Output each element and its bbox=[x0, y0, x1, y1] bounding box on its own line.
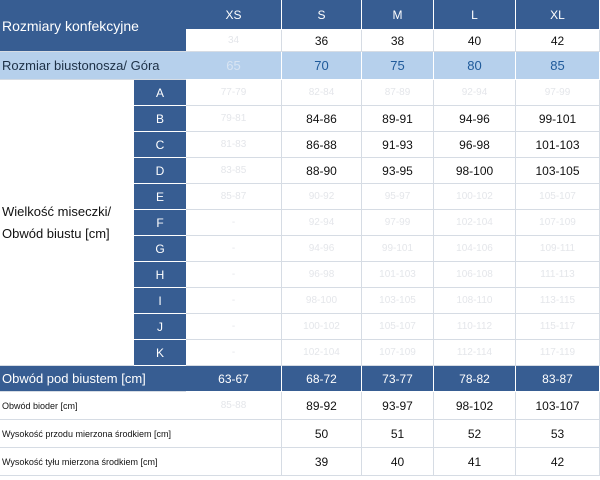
cup-d: D bbox=[134, 158, 186, 184]
bra-size-cell: 75 bbox=[362, 52, 434, 80]
bust-range-cell: 97-99 bbox=[516, 80, 600, 106]
cup-i: I bbox=[134, 288, 186, 314]
bust-range-cell: 92-94 bbox=[434, 80, 516, 106]
bust-range-cell: 107-109 bbox=[362, 340, 434, 366]
under-bust-cell: 83-87 bbox=[516, 366, 600, 392]
bra-size-cell: 65 bbox=[186, 52, 282, 80]
front-height-label: Wysokość przodu mierzona środkiem [cm] bbox=[0, 420, 186, 448]
bust-range-cell: 81-83 bbox=[186, 132, 282, 158]
bust-range-cell: - bbox=[186, 236, 282, 262]
cup-e: E bbox=[134, 184, 186, 210]
front-height-cell: 53 bbox=[516, 420, 600, 448]
bust-range-cell: 88-90 bbox=[282, 158, 362, 184]
bust-range-cell: 103-105 bbox=[362, 288, 434, 314]
bust-range-cell: 113-115 bbox=[516, 288, 600, 314]
size-header-l: L bbox=[434, 0, 516, 30]
bust-range-cell: 92-94 bbox=[282, 210, 362, 236]
bust-range-cell: 82-84 bbox=[282, 80, 362, 106]
bust-range-cell: 90-92 bbox=[282, 184, 362, 210]
hips-cell: 93-97 bbox=[362, 392, 434, 420]
cup-c: C bbox=[134, 132, 186, 158]
bust-range-cell: 102-104 bbox=[434, 210, 516, 236]
cup-b: B bbox=[134, 106, 186, 132]
bust-range-cell: 108-110 bbox=[434, 288, 516, 314]
back-height-cell: 42 bbox=[516, 448, 600, 476]
under-bust-label: Obwód pod biustem [cm] bbox=[0, 366, 186, 392]
cup-j: J bbox=[134, 314, 186, 340]
bust-range-cell: 107-109 bbox=[516, 210, 600, 236]
bust-range-cell: 99-101 bbox=[362, 236, 434, 262]
bust-range-cell: 100-102 bbox=[282, 314, 362, 340]
back-height-label: Wysokość tyłu mierzona środkiem [cm] bbox=[0, 448, 186, 476]
bra-size-cell: 85 bbox=[516, 52, 600, 80]
bust-range-cell: 86-88 bbox=[282, 132, 362, 158]
bust-range-cell: - bbox=[186, 288, 282, 314]
bust-range-cell: 77-79 bbox=[186, 80, 282, 106]
numeric-size-cell: 38 bbox=[362, 30, 434, 52]
bust-range-cell: 105-107 bbox=[516, 184, 600, 210]
bust-range-cell: 89-91 bbox=[362, 106, 434, 132]
hips-cell: 85-88 bbox=[186, 392, 282, 420]
bust-range-cell: 79-81 bbox=[186, 106, 282, 132]
bust-range-cell: 105-107 bbox=[362, 314, 434, 340]
bust-range-cell: 101-103 bbox=[516, 132, 600, 158]
bust-range-cell: 87-89 bbox=[362, 80, 434, 106]
size-header-xl: XL bbox=[516, 0, 600, 30]
bra-size-cell: 70 bbox=[282, 52, 362, 80]
under-bust-cell: 63-67 bbox=[186, 366, 282, 392]
bra-row-label: Rozmiar biustonosza/ Góra bbox=[0, 52, 186, 80]
bust-range-cell: 97-99 bbox=[362, 210, 434, 236]
header-title: Rozmiary konfekcyjne bbox=[0, 0, 186, 52]
under-bust-cell: 73-77 bbox=[362, 366, 434, 392]
bust-range-cell: 96-98 bbox=[434, 132, 516, 158]
numeric-size-cell: 40 bbox=[434, 30, 516, 52]
back-height-cell: 40 bbox=[362, 448, 434, 476]
size-header-m: M bbox=[362, 0, 434, 30]
front-height-cell: 51 bbox=[362, 420, 434, 448]
bust-range-cell: 101-103 bbox=[362, 262, 434, 288]
bra-size-cell: 80 bbox=[434, 52, 516, 80]
hips-cell: 89-92 bbox=[282, 392, 362, 420]
hips-label: Obwód bioder [cm] bbox=[0, 392, 186, 420]
cup-label-line2: Obwód biustu [cm] bbox=[2, 225, 110, 241]
back-height-cell: 41 bbox=[434, 448, 516, 476]
bust-range-cell: 94-96 bbox=[434, 106, 516, 132]
bust-range-cell: 110-112 bbox=[434, 314, 516, 340]
cup-k: K bbox=[134, 340, 186, 366]
bust-range-cell: 106-108 bbox=[434, 262, 516, 288]
bust-range-cell: - bbox=[186, 262, 282, 288]
bust-range-cell: 98-100 bbox=[434, 158, 516, 184]
cup-section-label bbox=[0, 80, 134, 366]
cup-h: H bbox=[134, 262, 186, 288]
under-bust-cell: 68-72 bbox=[282, 366, 362, 392]
front-height-cell: 50 bbox=[282, 420, 362, 448]
numeric-size-cell: 34 bbox=[186, 30, 282, 52]
back-height-cell bbox=[186, 448, 282, 476]
bust-range-cell: 103-105 bbox=[516, 158, 600, 184]
size-header-xs: XS bbox=[186, 0, 282, 30]
size-header-s: S bbox=[282, 0, 362, 30]
bust-range-cell: 96-98 bbox=[282, 262, 362, 288]
bust-range-cell: 112-114 bbox=[434, 340, 516, 366]
under-bust-cell: 78-82 bbox=[434, 366, 516, 392]
bust-range-cell: 93-95 bbox=[362, 158, 434, 184]
hips-cell: 103-107 bbox=[516, 392, 600, 420]
bust-range-cell: 83-85 bbox=[186, 158, 282, 184]
cup-label-line1: Wielkość miseczki/ bbox=[2, 203, 112, 219]
cup-g: G bbox=[134, 236, 186, 262]
bust-range-cell: 100-102 bbox=[434, 184, 516, 210]
bust-range-cell: 109-111 bbox=[516, 236, 600, 262]
bust-range-cell: 84-86 bbox=[282, 106, 362, 132]
bust-range-cell: 91-93 bbox=[362, 132, 434, 158]
bust-range-cell: 111-113 bbox=[516, 262, 600, 288]
hips-cell: 98-102 bbox=[434, 392, 516, 420]
bust-range-cell: - bbox=[186, 314, 282, 340]
back-height-cell: 39 bbox=[282, 448, 362, 476]
cup-a: A bbox=[134, 80, 186, 106]
front-height-cell: 52 bbox=[434, 420, 516, 448]
bust-range-cell: - bbox=[186, 340, 282, 366]
bust-range-cell: 104-106 bbox=[434, 236, 516, 262]
bust-range-cell: 94-96 bbox=[282, 236, 362, 262]
cup-f: F bbox=[134, 210, 186, 236]
bust-range-cell: 85-87 bbox=[186, 184, 282, 210]
front-height-cell bbox=[186, 420, 282, 448]
bust-range-cell: 95-97 bbox=[362, 184, 434, 210]
bust-range-cell: 98-100 bbox=[282, 288, 362, 314]
bust-range-cell: 117-119 bbox=[516, 340, 600, 366]
bust-range-cell: 99-101 bbox=[516, 106, 600, 132]
numeric-size-cell: 42 bbox=[516, 30, 600, 52]
numeric-size-cell: 36 bbox=[282, 30, 362, 52]
bust-range-cell: 115-117 bbox=[516, 314, 600, 340]
bust-range-cell: 102-104 bbox=[282, 340, 362, 366]
bust-range-cell: - bbox=[186, 210, 282, 236]
